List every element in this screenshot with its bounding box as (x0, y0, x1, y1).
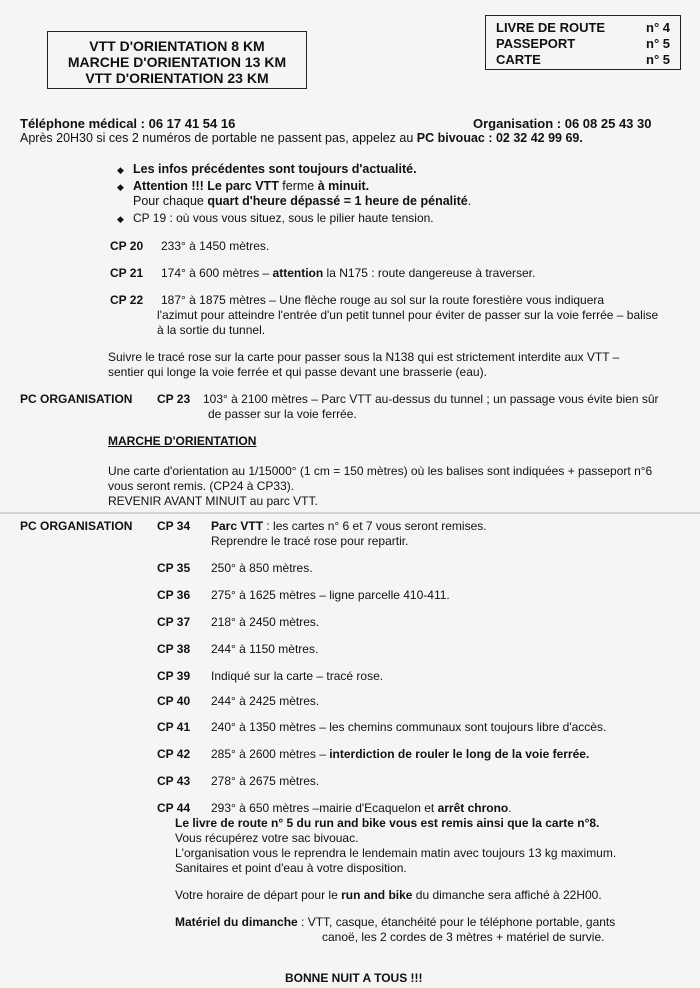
cp-text-part: la N175 : route dangereuse à traverser. (323, 266, 536, 280)
after-hours-note (20, 131, 583, 146)
info-text: ferme (278, 179, 318, 193)
cp-text: Indiqué sur la carte – tracé rose. (211, 669, 384, 683)
cp44-equipment (175, 915, 615, 930)
organisation-phone: Organisation : 06 08 25 43 30 (473, 116, 652, 131)
info-bullet-1: Les infos précédentes sont toujours d'actualité. (133, 162, 417, 176)
cp44-text-part: du dimanche sera affiché à 22H00. (412, 888, 602, 902)
equipment-label: Matériel du dimanche (175, 915, 298, 929)
info-bullet-2 (133, 179, 369, 194)
cp-text: de passer sur la voie ferrée. (208, 407, 357, 421)
route-instruction: sentier qui longe la voie ferrée et qui passe devant une brasserie (eau). (108, 365, 487, 379)
cp-text: 244° à 2425 mètres. (211, 694, 320, 708)
cp-warning: interdiction de rouler le long de la voie ferrée. (329, 747, 590, 761)
cp-text: 240° à 1350 mètres – les chemins communaux sont toujours libre d'accès. (211, 720, 607, 734)
medical-phone: Téléphone médical : 06 17 41 54 16 (20, 116, 236, 131)
cp-text-part: . (508, 801, 512, 815)
cp-label: CP 40 (157, 694, 191, 708)
cp-text: à la sortie du tunnel. (157, 323, 266, 337)
cp-label: CP 22 (110, 293, 144, 307)
route-label: PASSEPORT (496, 36, 576, 51)
info-penalty-bold: quart d'heure dépassé = 1 heure de pénalité (207, 194, 468, 208)
bullet-icon: ◆ (117, 182, 124, 192)
cp-text-part: 285° à 2600 mètres – (211, 747, 330, 761)
cp44-text: L'organisation vous le reprendra le lendemain matin avec toujours 13 kg maximum. (175, 846, 617, 860)
cp44-bold: run and bike (341, 888, 413, 902)
info-warning: Attention !!! Le parc VTT (133, 179, 279, 193)
title-line-3: VTT D'ORIENTATION 23 KM (85, 70, 269, 86)
closing-text: BONNE NUIT A TOUS !!! (285, 971, 423, 985)
cp-label: CP 36 (157, 588, 191, 602)
cp-label: CP 37 (157, 615, 191, 629)
info-bullet-3: CP 19 : où vous vous situez, sous le pilier haute tension. (133, 211, 434, 225)
cp-text: 187° à 1875 mètres – Une flèche rouge au sol sur la route forestière vous indiquera (161, 293, 605, 307)
equipment-text: : VTT, casque, étanchéité pour le téléphone portable, gants (297, 915, 616, 929)
cp-bold: arrêt chrono (437, 801, 509, 815)
route-row (496, 20, 670, 36)
pc-bivouac-phone: PC bivouac : 02 32 42 99 69. (416, 131, 583, 145)
route-row (496, 52, 670, 68)
cp-label: CP 34 (157, 519, 191, 533)
cp-text: 218° à 2450 mètres. (211, 615, 320, 629)
route-number: n° 4 (646, 20, 670, 35)
cp-label: CP 23 (157, 392, 191, 406)
cp44-departure (175, 888, 602, 903)
route-box (485, 15, 681, 70)
equipment-text-continued: canoë, les 2 cordes de 3 mètres + matériel de survie. (322, 930, 605, 944)
cp-text (161, 266, 535, 281)
cp-text: 233° à 1450 mètres. (161, 239, 270, 253)
cp-label: CP 44 (157, 801, 191, 815)
cp44-roadbook-note: Le livre de route n° 5 du run and bike vous est remis ainsi que la carte n°8. (175, 816, 600, 830)
cp44-text: Vous récupérez votre sac bivouac. (175, 831, 359, 845)
route-label: LIVRE DE ROUTE (496, 20, 606, 35)
title-box (47, 31, 307, 89)
title-line-2: MARCHE D'ORIENTATION 13 KM (67, 54, 287, 70)
cp-text-part: : les cartes n° 6 et 7 vous seront remises. (263, 519, 487, 533)
cp-text: Reprendre le tracé rose pour repartir. (211, 534, 409, 548)
pc-organisation-label: PC ORGANISATION (20, 519, 133, 533)
bullet-icon: ◆ (117, 214, 124, 224)
page-fold (0, 512, 700, 514)
info-penalty (133, 194, 471, 209)
marche-text: Une carte d'orientation au 1/15000° (1 cm = 150 mètres) où les balises sont indiquées + passeport n°6 (108, 464, 653, 478)
cp-bold: Parc VTT (211, 519, 264, 533)
section-heading: MARCHE D'ORIENTATION (108, 434, 257, 448)
marche-text: REVENIR AVANT MINUIT au parc VTT. (108, 494, 318, 508)
cp-label: CP 41 (157, 720, 191, 734)
marche-text: vous seront remis. (CP24 à CP33). (108, 479, 295, 493)
cp-label: CP 43 (157, 774, 191, 788)
cp-label: CP 42 (157, 747, 191, 761)
cp-text: 103° à 2100 mètres – Parc VTT au-dessus du tunnel ; un passage vous évite bien sûr (203, 392, 659, 406)
cp-text (211, 801, 512, 816)
route-label: CARTE (496, 52, 541, 67)
cp44-text-part: Votre horaire de départ pour le (175, 888, 342, 902)
cp-text: 275° à 1625 mètres – ligne parcelle 410-411. (211, 588, 450, 602)
info-text: Pour chaque (133, 194, 208, 208)
cp-label: CP 39 (157, 669, 191, 683)
cp-label: CP 38 (157, 642, 191, 656)
cp-text (211, 747, 589, 762)
cp-text: 250° à 850 mètres. (211, 561, 313, 575)
cp-text: l'azimut pour atteindre l'entrée d'un petit tunnel pour éviter de passer sur la voie ferrée – balise (157, 308, 659, 322)
after-hours-text: Après 20H30 si ces 2 numéros de portable ne passent pas, appelez au (20, 131, 417, 145)
cp-text: 244° à 1150 mètres. (211, 642, 319, 656)
route-number: n° 5 (646, 52, 670, 67)
cp-text-part: 174° à 600 mètres – (161, 266, 273, 280)
bullet-icon: ◆ (117, 165, 124, 175)
info-midnight: à minuit. (317, 179, 370, 193)
pc-organisation-label: PC ORGANISATION (20, 392, 133, 406)
cp-label: CP 21 (110, 266, 144, 280)
cp-text: 278° à 2675 mètres. (211, 774, 320, 788)
cp-label: CP 20 (110, 239, 144, 253)
cp-text (211, 519, 487, 534)
cp44-text: Sanitaires et point d'eau à votre disposition. (175, 861, 407, 875)
cp-label: CP 35 (157, 561, 191, 575)
route-instruction: Suivre le tracé rose sur la carte pour passer sous la N138 qui est strictement interdite aux VTT – (108, 350, 620, 364)
route-row (496, 36, 670, 52)
cp-warning: attention (272, 266, 324, 280)
title-line-1: VTT D'ORIENTATION 8 KM (89, 38, 265, 54)
info-text: . (467, 194, 472, 208)
cp-text-part: 293° à 650 mètres –mairie d'Ecaquelon et (211, 801, 438, 815)
route-number: n° 5 (646, 36, 670, 51)
